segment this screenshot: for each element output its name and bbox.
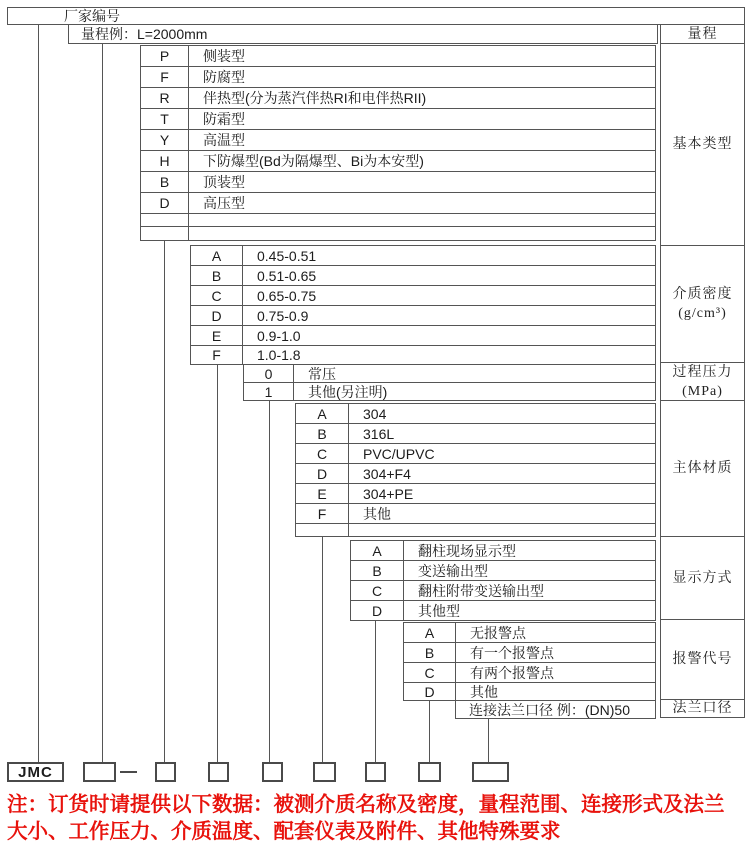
category-density-line1: 介质密度 bbox=[672, 287, 733, 302]
model-code-box-range bbox=[83, 762, 116, 782]
spec-code: B bbox=[296, 424, 349, 443]
category-basic-type bbox=[660, 43, 745, 246]
spec-code: D bbox=[351, 601, 404, 620]
spec-row bbox=[140, 45, 656, 67]
spec-code: F bbox=[191, 346, 243, 364]
spec-desc bbox=[349, 524, 655, 536]
spec-code bbox=[141, 214, 189, 226]
spec-code: E bbox=[191, 326, 243, 345]
spec-desc: 304+PE bbox=[363, 485, 414, 502]
category-flange-label: 法兰口径 bbox=[672, 701, 733, 716]
spec-code: C bbox=[296, 444, 349, 463]
spec-row bbox=[140, 150, 656, 172]
flange-size-text: 连接法兰口径 例：(DN)50 bbox=[469, 701, 631, 718]
spec-row bbox=[243, 364, 656, 383]
spec-row bbox=[295, 463, 656, 484]
spec-code: D bbox=[404, 683, 456, 700]
spec-code: C bbox=[351, 581, 404, 600]
spec-code: C bbox=[191, 286, 243, 305]
spec-code: E bbox=[296, 484, 349, 503]
connector-line-flange bbox=[488, 719, 489, 762]
spec-desc: 伴热型(分为蒸汽伴热RI和电伴热RII) bbox=[203, 90, 427, 106]
spec-code: B bbox=[404, 643, 456, 662]
spec-desc: 变送输出型 bbox=[418, 562, 488, 579]
spec-code: A bbox=[404, 623, 456, 642]
spec-row bbox=[140, 108, 656, 130]
spec-code: C bbox=[404, 663, 456, 682]
connector-line-material bbox=[322, 537, 323, 762]
spec-code: 0 bbox=[244, 365, 294, 382]
spec-desc: PVC/UPVC bbox=[363, 445, 435, 462]
category-basic-type-label: 基本类型 bbox=[672, 137, 733, 152]
spec-row bbox=[190, 245, 656, 266]
spec-row bbox=[403, 622, 656, 643]
spec-code: D bbox=[296, 464, 349, 483]
spec-code bbox=[141, 227, 189, 240]
spec-desc: 其他 bbox=[470, 683, 498, 700]
connector-line-pressure bbox=[269, 401, 270, 762]
spec-row bbox=[243, 382, 656, 401]
spec-code: A bbox=[351, 541, 404, 560]
spec-desc: 0.75-0.9 bbox=[257, 307, 309, 324]
spec-desc: 高压型 bbox=[203, 195, 245, 211]
spec-row bbox=[140, 87, 656, 109]
spec-code: B bbox=[141, 172, 189, 192]
spec-row bbox=[295, 403, 656, 424]
model-code-box-display bbox=[365, 762, 386, 782]
spec-code: F bbox=[296, 504, 349, 523]
spec-desc: 有一个报警点 bbox=[470, 644, 554, 661]
spec-desc: 有两个报警点 bbox=[470, 664, 554, 681]
spec-desc: 304 bbox=[363, 405, 387, 422]
spec-row bbox=[140, 129, 656, 151]
spec-code: R bbox=[141, 88, 189, 108]
spec-desc bbox=[189, 214, 655, 226]
model-code-dash bbox=[120, 771, 137, 773]
spec-code: Y bbox=[141, 130, 189, 150]
spec-desc: 翻柱现场显示型 bbox=[418, 542, 516, 559]
category-pressure bbox=[660, 362, 745, 401]
spec-row bbox=[350, 540, 656, 561]
spec-row bbox=[295, 503, 656, 524]
spec-code: A bbox=[191, 246, 243, 265]
spec-row bbox=[140, 171, 656, 193]
model-code-box-pressure bbox=[262, 762, 283, 782]
spec-desc: 其他型 bbox=[418, 602, 460, 619]
spec-code: B bbox=[351, 561, 404, 580]
spec-desc: 防腐型 bbox=[203, 69, 245, 85]
spec-row bbox=[190, 345, 656, 365]
spec-row-empty bbox=[295, 523, 656, 537]
spec-row bbox=[295, 483, 656, 504]
category-range-label: 量程 bbox=[687, 26, 718, 42]
spec-desc: 0.9-1.0 bbox=[257, 327, 301, 344]
model-prefix-box bbox=[7, 762, 64, 782]
spec-row bbox=[140, 192, 656, 214]
spec-desc: 常压 bbox=[308, 365, 336, 382]
model-code-box-density bbox=[208, 762, 229, 782]
category-range bbox=[660, 24, 745, 44]
connector-line-alarm bbox=[429, 701, 430, 762]
connector-line-manufacturer bbox=[38, 25, 39, 762]
manufacturer-number-label: 厂家编号 bbox=[64, 8, 120, 24]
range-example-row bbox=[68, 24, 658, 44]
spec-desc: 无报警点 bbox=[470, 624, 526, 641]
spec-code: D bbox=[191, 306, 243, 325]
spec-row bbox=[350, 600, 656, 621]
connector-line-range bbox=[102, 44, 103, 762]
model-code-box-basic-type bbox=[155, 762, 176, 782]
category-pressure-line2: (MPa) bbox=[682, 383, 723, 399]
spec-desc: 顶装型 bbox=[203, 174, 245, 190]
spec-row bbox=[295, 443, 656, 464]
spec-row bbox=[295, 423, 656, 444]
spec-row-empty bbox=[140, 226, 656, 241]
spec-row-empty bbox=[140, 213, 656, 227]
model-code-box-alarm bbox=[418, 762, 441, 782]
connector-line-density bbox=[217, 365, 218, 762]
spec-code bbox=[296, 524, 349, 536]
category-material-label: 主体材质 bbox=[672, 461, 733, 476]
ordering-note-line2: 大小、工作压力、介质温度、配套仪表及附件、其他特殊要求 bbox=[7, 820, 561, 843]
spec-code: F bbox=[141, 67, 189, 87]
manufacturer-number-row bbox=[7, 7, 745, 25]
connector-line-basic-type bbox=[164, 241, 165, 762]
model-code-box-material bbox=[313, 762, 336, 782]
ordering-note bbox=[7, 791, 749, 845]
spec-desc: 翻柱附带变送输出型 bbox=[418, 582, 544, 599]
spec-desc bbox=[189, 227, 655, 240]
spec-row bbox=[190, 325, 656, 346]
spec-row bbox=[190, 265, 656, 286]
spec-desc: 下防爆型(Bd为隔爆型、Bi为本安型) bbox=[203, 153, 424, 169]
spec-code: A bbox=[296, 404, 349, 423]
spec-row bbox=[140, 66, 656, 88]
category-display-label: 显示方式 bbox=[672, 570, 733, 586]
category-pressure-line1: 过程压力 bbox=[672, 364, 733, 380]
spec-desc: 0.51-0.65 bbox=[257, 267, 317, 284]
category-flange bbox=[660, 699, 745, 718]
ordering-note-line1: 注：订货时请提供以下数据：被测介质名称及密度，量程范围、连接形式及法兰 bbox=[7, 793, 725, 816]
spec-row bbox=[403, 642, 656, 663]
category-alarm-label: 报警代号 bbox=[672, 652, 733, 667]
category-density bbox=[660, 245, 745, 363]
flange-size-row bbox=[455, 700, 656, 719]
spec-code: T bbox=[141, 109, 189, 129]
spec-desc: 高温型 bbox=[203, 132, 245, 148]
spec-desc: 0.45-0.51 bbox=[257, 247, 317, 264]
spec-desc: 其他(另注明) bbox=[308, 383, 388, 400]
category-density-line2: (g/cm³) bbox=[678, 306, 727, 321]
spec-desc: 其他 bbox=[363, 505, 391, 522]
spec-row bbox=[190, 305, 656, 326]
spec-code: P bbox=[141, 46, 189, 66]
model-prefix-label: JMC bbox=[18, 763, 53, 781]
spec-row bbox=[190, 285, 656, 306]
spec-code: B bbox=[191, 266, 243, 285]
spec-desc: 0.65-0.75 bbox=[257, 287, 317, 304]
spec-desc: 316L bbox=[363, 425, 395, 442]
spec-code: 1 bbox=[244, 383, 294, 400]
spec-row bbox=[403, 662, 656, 683]
category-material bbox=[660, 400, 745, 537]
spec-row bbox=[403, 682, 656, 701]
range-example-label: 量程例：L=2000mm bbox=[81, 26, 208, 42]
spec-row bbox=[350, 560, 656, 581]
model-code-box-flange bbox=[472, 762, 509, 782]
spec-desc: 1.0-1.8 bbox=[257, 347, 301, 363]
spec-desc: 304+F4 bbox=[363, 465, 411, 482]
connector-line-display bbox=[375, 621, 376, 762]
spec-desc: 侧装型 bbox=[203, 48, 245, 64]
spec-row bbox=[350, 580, 656, 601]
category-display bbox=[660, 536, 745, 620]
category-alarm bbox=[660, 619, 745, 700]
spec-code: H bbox=[141, 151, 189, 171]
spec-desc: 防霜型 bbox=[203, 111, 245, 127]
spec-code: D bbox=[141, 193, 189, 213]
